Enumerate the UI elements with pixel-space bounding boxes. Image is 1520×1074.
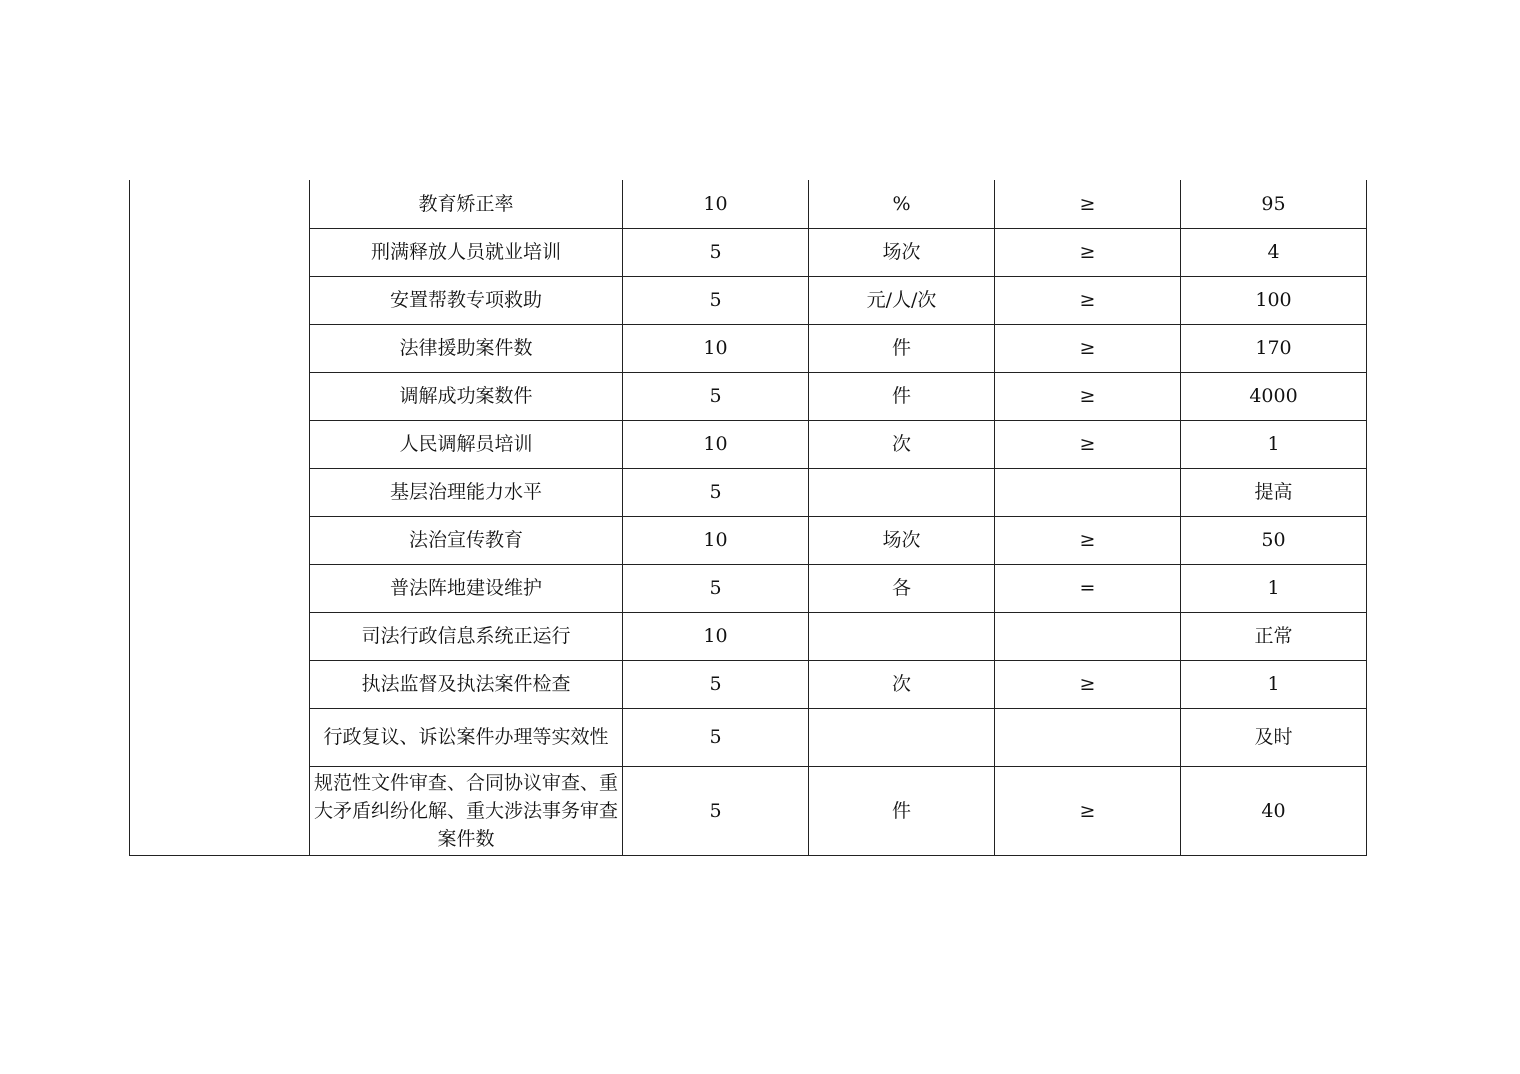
score-cell: 10 — [623, 324, 809, 372]
indicator-name-cell: 法治宣传教育 — [310, 516, 623, 564]
score-cell: 5 — [623, 276, 809, 324]
score-cell: 10 — [623, 180, 809, 228]
table-row — [130, 468, 1367, 516]
score-cell: 5 — [623, 372, 809, 420]
operator-cell — [995, 612, 1181, 660]
unit-cell: 场次 — [809, 228, 995, 276]
target-value-cell: 95 — [1181, 180, 1367, 228]
operator-cell: ≥ — [995, 766, 1181, 855]
target-value-cell: 及时 — [1181, 708, 1367, 766]
table-row — [130, 612, 1367, 660]
target-value-cell: 1 — [1181, 420, 1367, 468]
unit-cell: 次 — [809, 420, 995, 468]
unit-cell: 件 — [809, 372, 995, 420]
operator-cell — [995, 708, 1181, 766]
score-cell: 5 — [623, 564, 809, 612]
unit-cell — [809, 468, 995, 516]
operator-cell: = — [995, 564, 1181, 612]
table-row — [130, 372, 1367, 420]
unit-cell: % — [809, 180, 995, 228]
indicator-name-cell: 基层治理能力水平 — [310, 468, 623, 516]
operator-cell: ≥ — [995, 324, 1181, 372]
score-cell: 10 — [623, 612, 809, 660]
indicator-name-cell: 法律援助案件数 — [310, 324, 623, 372]
score-cell: 5 — [623, 228, 809, 276]
target-value-cell: 正常 — [1181, 612, 1367, 660]
score-cell: 5 — [623, 660, 809, 708]
table-row — [130, 228, 1367, 276]
unit-cell: 件 — [809, 324, 995, 372]
indicator-name-cell: 行政复议、诉讼案件办理等实效性 — [310, 708, 623, 766]
table-row — [130, 324, 1367, 372]
target-value-cell: 100 — [1181, 276, 1367, 324]
operator-cell: ≥ — [995, 420, 1181, 468]
indicator-name-cell: 刑满释放人员就业培训 — [310, 228, 623, 276]
target-value-cell: 170 — [1181, 324, 1367, 372]
operator-cell: ≥ — [995, 660, 1181, 708]
indicator-name-cell: 规范性文件审查、合同协议审查、重大矛盾纠纷化解、重大涉法事务审查案件数 — [310, 766, 623, 855]
target-value-cell: 4000 — [1181, 372, 1367, 420]
score-cell: 5 — [623, 708, 809, 766]
table-row — [130, 276, 1367, 324]
indicator-name-cell: 调解成功案数件 — [310, 372, 623, 420]
score-cell: 5 — [623, 766, 809, 855]
operator-cell: ≥ — [995, 180, 1181, 228]
unit-cell — [809, 708, 995, 766]
indicator-name-cell: 教育矫正率 — [310, 180, 623, 228]
indicator-name-cell: 司法行政信息系统正运行 — [310, 612, 623, 660]
table-row — [130, 516, 1367, 564]
unit-cell: 次 — [809, 660, 995, 708]
target-value-cell: 提高 — [1181, 468, 1367, 516]
operator-cell: ≥ — [995, 516, 1181, 564]
operator-cell: ≥ — [995, 372, 1181, 420]
table-row — [130, 766, 1367, 855]
performance-indicator-table — [129, 180, 1367, 856]
table-row — [130, 180, 1367, 228]
operator-cell — [995, 468, 1181, 516]
unit-cell: 场次 — [809, 516, 995, 564]
table-row — [130, 420, 1367, 468]
unit-cell: 各 — [809, 564, 995, 612]
unit-cell — [809, 612, 995, 660]
unit-cell: 元/人/次 — [809, 276, 995, 324]
indicator-name-cell: 执法监督及执法案件检查 — [310, 660, 623, 708]
category-cell — [130, 180, 310, 855]
operator-cell: ≥ — [995, 276, 1181, 324]
table-row — [130, 564, 1367, 612]
table-row — [130, 708, 1367, 766]
unit-cell: 件 — [809, 766, 995, 855]
indicator-name-cell: 安置帮教专项救助 — [310, 276, 623, 324]
score-cell: 10 — [623, 516, 809, 564]
target-value-cell: 50 — [1181, 516, 1367, 564]
score-cell: 5 — [623, 468, 809, 516]
target-value-cell: 40 — [1181, 766, 1367, 855]
target-value-cell: 1 — [1181, 564, 1367, 612]
target-value-cell: 1 — [1181, 660, 1367, 708]
indicator-name-cell: 人民调解员培训 — [310, 420, 623, 468]
target-value-cell: 4 — [1181, 228, 1367, 276]
score-cell: 10 — [623, 420, 809, 468]
indicator-name-cell: 普法阵地建设维护 — [310, 564, 623, 612]
operator-cell: ≥ — [995, 228, 1181, 276]
table-row — [130, 660, 1367, 708]
